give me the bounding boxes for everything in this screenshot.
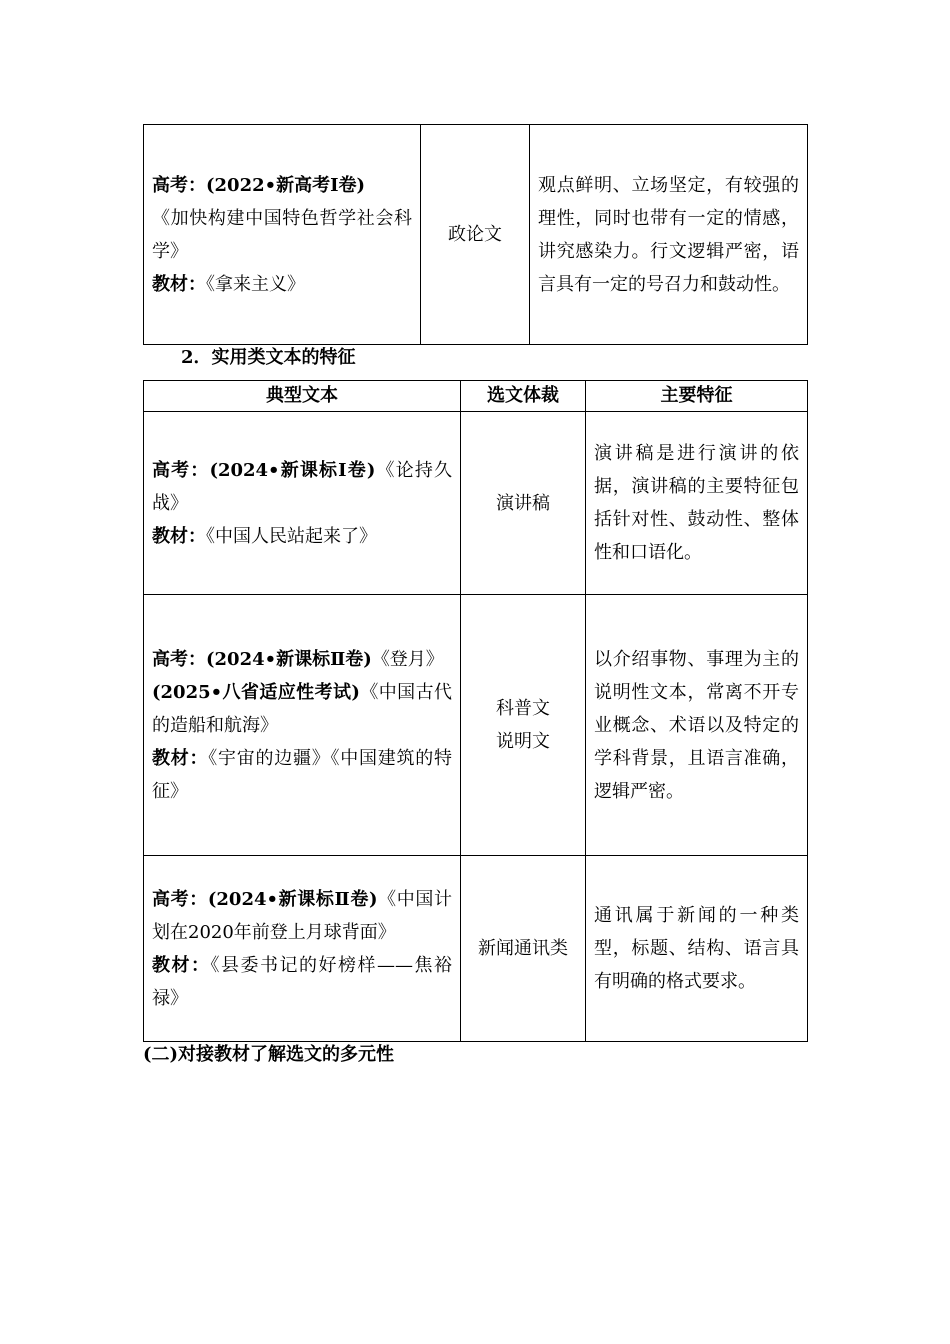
table-row [144, 856, 808, 1042]
table-row [144, 125, 808, 345]
exam-source: 高考：(2022•新高考Ⅰ卷) [152, 174, 366, 196]
exam-title: 《中国古代的造船和航海》 [152, 681, 452, 736]
typical-text-cell [144, 856, 461, 1042]
table-row [144, 595, 808, 856]
textbook-label: 教材： [152, 525, 206, 547]
header-genre: 选文体裁 [461, 381, 586, 412]
genre-label: 说明文 [496, 731, 550, 752]
exam-title: 《论持久战》 [152, 459, 453, 514]
textbook-title: 《拿来主义》 [206, 273, 305, 295]
exam-source: 高考：(2024•新课标Ⅰ卷) [152, 459, 376, 481]
genre-label: 科普文 [496, 698, 550, 719]
genre-cell [461, 595, 586, 856]
textbook-label: 教材： [152, 954, 211, 976]
section-heading-diversity: (二)对接教材了解选文的多元性 [143, 1044, 395, 1065]
feature-cell: 通讯属于新闻的一种类型，标题、结构、语言具有明确的格式要求。 [586, 856, 808, 1042]
genre-label: 政论文 [448, 224, 502, 245]
exam-source: (2025•八省适应性考试) [152, 681, 360, 703]
textbook-title: 《宇宙的边疆》《中国建筑的特征》 [152, 747, 452, 802]
header-feature: 主要特征 [586, 381, 808, 412]
exam-source: 高考：(2024•新课标Ⅱ卷) [152, 888, 378, 910]
textbook-label: 教材： [152, 747, 209, 769]
feature-cell: 观点鲜明、立场坚定，有较强的理性，同时也带有一定的情感，讲究感染力。行文逻辑严密，语言具有一定的号召力和鼓动性。 [530, 125, 808, 345]
feature-cell: 以介绍事物、事理为主的说明性文本，常离不开专业概念、术语以及特定的学科背景，且语言准确，逻辑严密。 [586, 595, 808, 856]
table-row [144, 412, 808, 595]
genre-cell [461, 856, 586, 1042]
header-typical-text: 典型文本 [144, 381, 461, 412]
feature-cell: 演讲稿是进行演讲的依据，演讲稿的主要特征包括针对性、鼓动性、整体性和口语化。 [586, 412, 808, 595]
typical-text-cell [144, 412, 461, 595]
typical-text-cell [144, 125, 421, 345]
practical-text-table [143, 380, 808, 1042]
exam-title: 《登月》 [371, 648, 444, 670]
genre-label: 演讲稿 [496, 492, 550, 514]
genre-cell [461, 412, 586, 595]
exam-title: 《加快构建中国特色哲学社会科学》 [152, 207, 412, 262]
genre-table-continued [143, 124, 808, 345]
textbook-label: 教材： [152, 273, 206, 295]
section-heading-practical-text: 2．实用类文本的特征 [181, 347, 356, 368]
genre-label: 新闻通讯类 [478, 938, 568, 959]
exam-title: 《中国计划在2020年前登上月球背面》 [152, 888, 453, 943]
typical-text-cell [144, 595, 461, 856]
textbook-title: 《中国人民站起来了》 [206, 525, 377, 547]
exam-source: 高考：(2024•新课标Ⅱ卷) [152, 648, 372, 670]
table-header-row [144, 381, 808, 412]
genre-cell [421, 125, 530, 345]
textbook-title: 《县委书记的好榜样——焦裕禄》 [152, 954, 452, 1009]
